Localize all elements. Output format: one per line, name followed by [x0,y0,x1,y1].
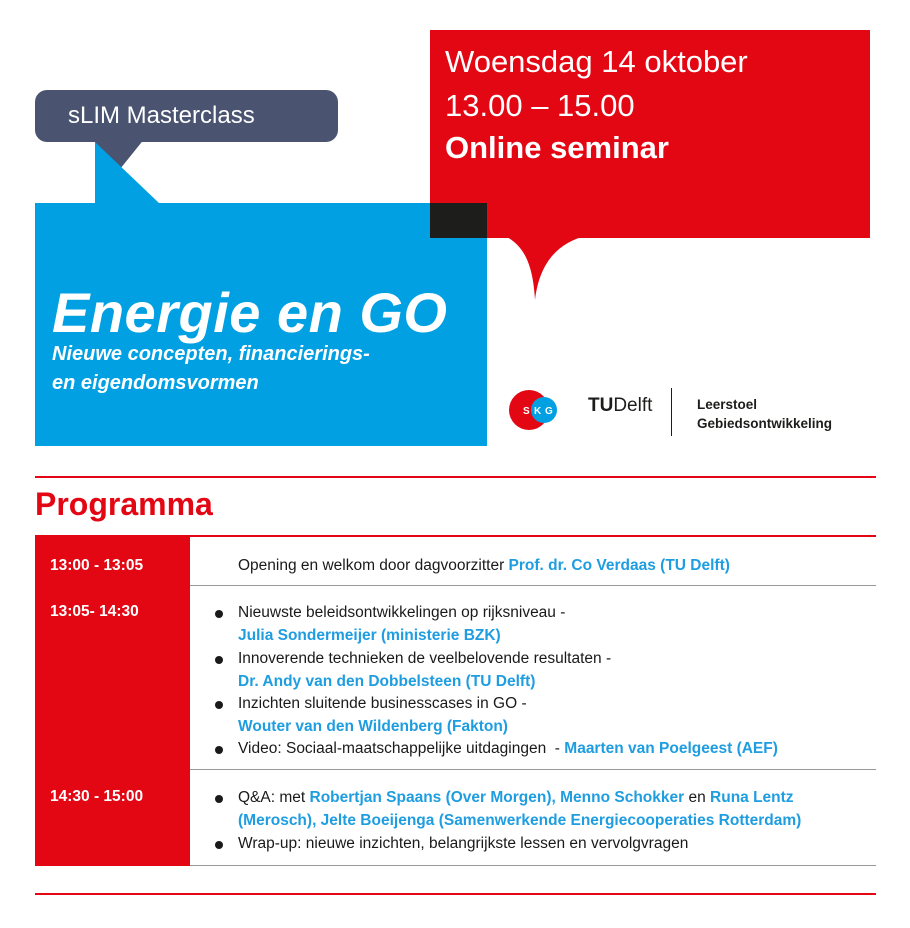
speaker-name: Robertjan Spaans (Over Morgen), Menno Schokker [309,789,685,806]
subtitle-line-1: Nieuwe concepten, financierings- [52,343,370,365]
leerstoel-line-1: Leerstoel [697,397,758,412]
program-item-wrapup: Wrap-up: nieuwe inzichten, belangrijkste lessen en vervolgvragen [238,835,689,852]
program-item-opening [238,555,730,577]
speaker-name: Prof. dr. Co Verdaas (TU Delft) [508,557,730,574]
time-slot-2: 13:05- 14:30 [50,603,139,620]
speaker-name: Runa Lentz [710,789,794,806]
time-slot-1: 13:00 - 13:05 [50,557,144,574]
overlap-square [430,203,487,238]
item-text: Video: Sociaal-maatschappelijke uitdagingen - [238,740,565,757]
bullet-icon [215,795,223,803]
event-bubble-tail [505,236,585,300]
section-rule-bottom [35,893,876,895]
speaker-name: (Merosch), Jelte Boeijenga (Samenwerkende Energiecooperaties Rotterdam) [238,812,802,829]
tudelft-text: Delft [613,395,653,416]
bullet-icon [215,656,223,664]
item-text: en [684,789,711,806]
item-text: Opening en welkom door dagvoorzitter [238,557,509,574]
item-text: Q&A: met [238,789,310,806]
subtitle-line-2: en eigendomsvormen [52,372,259,394]
bullet-icon [215,841,223,849]
speaker-name: Maarten van Poelgeest (AEF) [564,740,778,757]
event-time: 13.00 – 15.00 [445,88,635,123]
event-format: Online seminar [445,130,669,165]
skg-letter-s: S [523,406,530,417]
title-block-notch [95,142,160,204]
time-slot-3: 14:30 - 15:00 [50,788,144,805]
seminar-title: Energie en GO [52,281,448,344]
program-item-text: Innoverende technieken de veelbelovende resultaten - [238,650,612,667]
leerstoel-line-2: Gebiedsontwikkeling [697,416,833,431]
skg-letter-g: G [545,406,553,417]
skg-letter-k: K [534,406,542,417]
row-divider [190,769,876,770]
bullet-icon [215,746,223,754]
bullet-icon [215,701,223,709]
skg-logo [508,389,558,431]
tudelft-logo [588,395,652,417]
logo-divider [671,388,672,436]
program-item-qa [238,787,794,809]
speaker-name: Wouter van den Wildenberg (Fakton) [238,718,508,735]
bullet-icon [215,610,223,618]
programma-heading: Programma [35,486,213,522]
section-rule-top [35,476,876,478]
event-date: Woensdag 14 oktober [445,44,748,79]
program-item-video [238,738,778,760]
time-column [35,537,190,866]
seminar-subtitle [52,340,370,398]
leerstoel-logo [697,395,832,433]
speaker-name: Julia Sondermeijer (ministerie BZK) [238,627,501,644]
tudelft-mark: TU [588,395,614,416]
row-divider [190,865,876,866]
row-divider [190,585,876,586]
masterclass-label: sLIM Masterclass [68,102,255,129]
speaker-name: Dr. Andy van den Dobbelsteen (TU Delft) [238,673,536,690]
program-item-text: Inzichten sluitende businesscases in GO - [238,695,527,712]
program-item-text: Nieuwste beleidsontwikkelingen op rijksniveau - [238,604,566,621]
